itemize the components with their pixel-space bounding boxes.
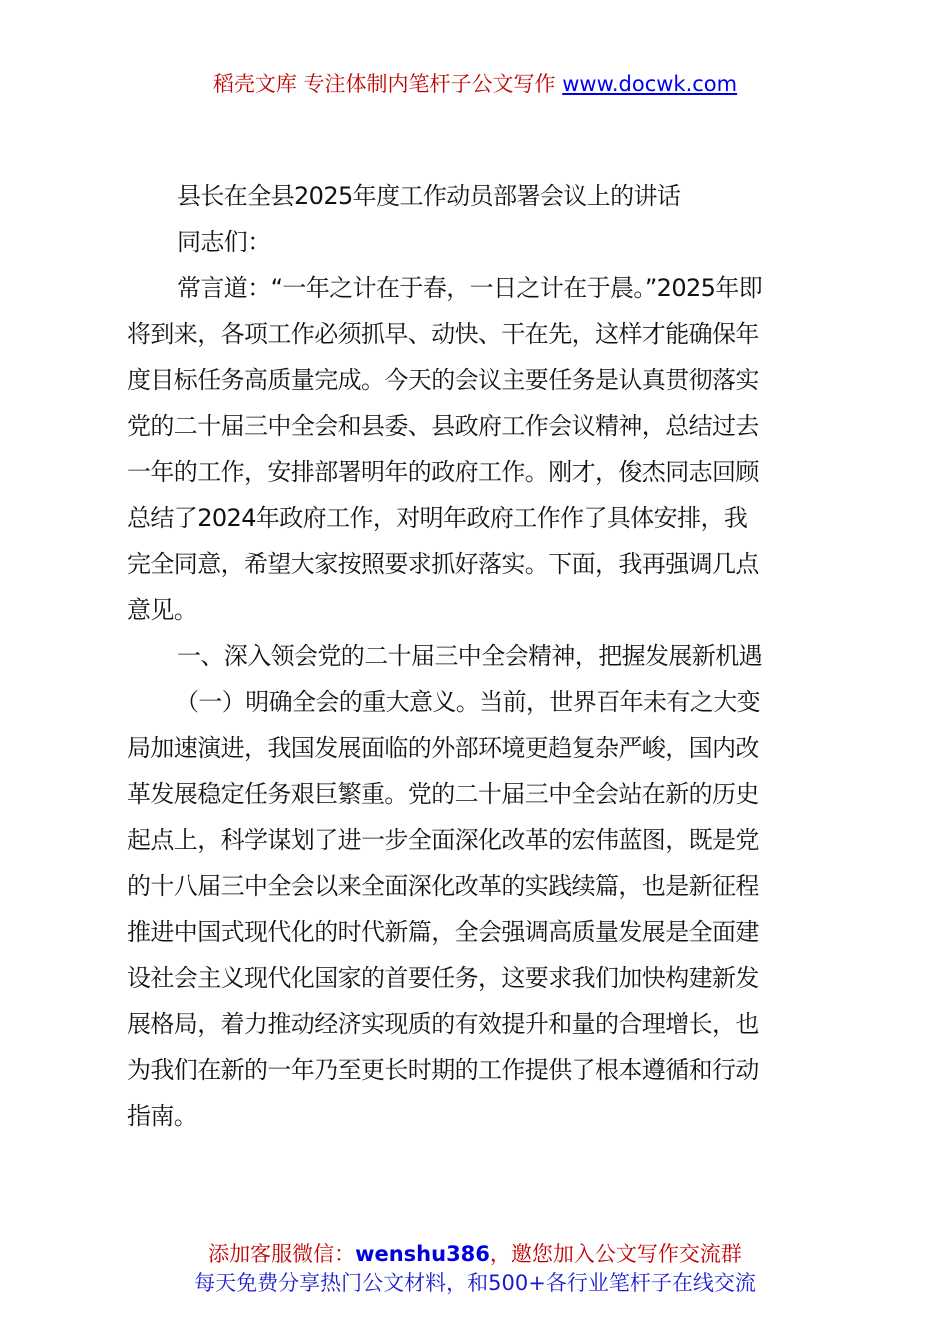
wechat-id: wenshu386 [355, 1242, 490, 1266]
document-title: 县长在全县2025年度工作动员部署会议上的讲话 [177, 182, 681, 210]
paragraph-line: 总结了2024年政府工作，对明年政府工作作了具体安排，我 [127, 504, 748, 532]
site-header [0, 68, 950, 100]
brand-tagline: 稻壳文库 专注体制内笔杆子公文写作 [212, 72, 556, 96]
paragraph-line: 将到来，各项工作必须抓早、动快、干在先，这样才能确保年 [127, 320, 759, 348]
paragraph-line: 党的二十届三中全会和县委、县政府工作会议精神，总结过去 [127, 412, 759, 440]
paragraph-line: 度目标任务高质量完成。今天的会议主要任务是认真贯彻落实 [127, 366, 759, 394]
paragraph-line: 常言道：“一年之计在于春，一日之计在于晨。”2025年即 [177, 274, 763, 302]
subsection-line: 展格局，着力推动经济实现质的有效提升和量的合理增长，也 [127, 1010, 759, 1038]
salutation: 同志们： [177, 228, 271, 256]
subsection-line: 指南。 [127, 1102, 198, 1130]
footer-line-2: 每天免费分享热门公文材料，和500+各行业笔杆子在线交流 [194, 1271, 756, 1295]
promo-footer [0, 1240, 950, 1298]
subsection-line: 局加速演进，我国发展面临的外部环境更趋复杂严峻，国内改 [127, 734, 759, 762]
subsection-line: （一）明确全会的重大意义。当前，世界百年未有之大变 [175, 688, 760, 716]
paragraph-line: 意见。 [127, 596, 198, 624]
subsection-line: 为我们在新的一年乃至更长时期的工作提供了根本遵循和行动 [127, 1056, 759, 1084]
section-heading: 一、深入领会党的二十届三中全会精神，把握发展新机遇 [177, 642, 762, 670]
subsection-line: 推进中国式现代化的时代新篇，全会强调高质量发展是全面建 [127, 918, 759, 946]
subsection-line: 革发展稳定任务艰巨繁重。党的二十届三中全会站在新的历史 [127, 780, 759, 808]
paragraph-line: 完全同意，希望大家按照要求抓好落实。下面，我再强调几点 [127, 550, 759, 578]
footer-suffix: ，邀您加入公文写作交流群 [489, 1242, 742, 1266]
site-link[interactable]: www.docwk.com [562, 72, 738, 96]
document-body [127, 173, 827, 1139]
paragraph-line: 一年的工作，安排部署明年的政府工作。刚才，俊杰同志回顾 [127, 458, 759, 486]
subsection-line: 起点上，科学谋划了进一步全面深化改革的宏伟蓝图，既是党 [127, 826, 759, 854]
footer-line-1 [0, 1240, 950, 1269]
subsection-line: 的十八届三中全会以来全面深化改革的实践续篇，也是新征程 [127, 872, 759, 900]
subsection-line: 设社会主义现代化国家的首要任务，这要求我们加快构建新发 [127, 964, 759, 992]
footer-prefix: 添加客服微信： [208, 1242, 356, 1266]
